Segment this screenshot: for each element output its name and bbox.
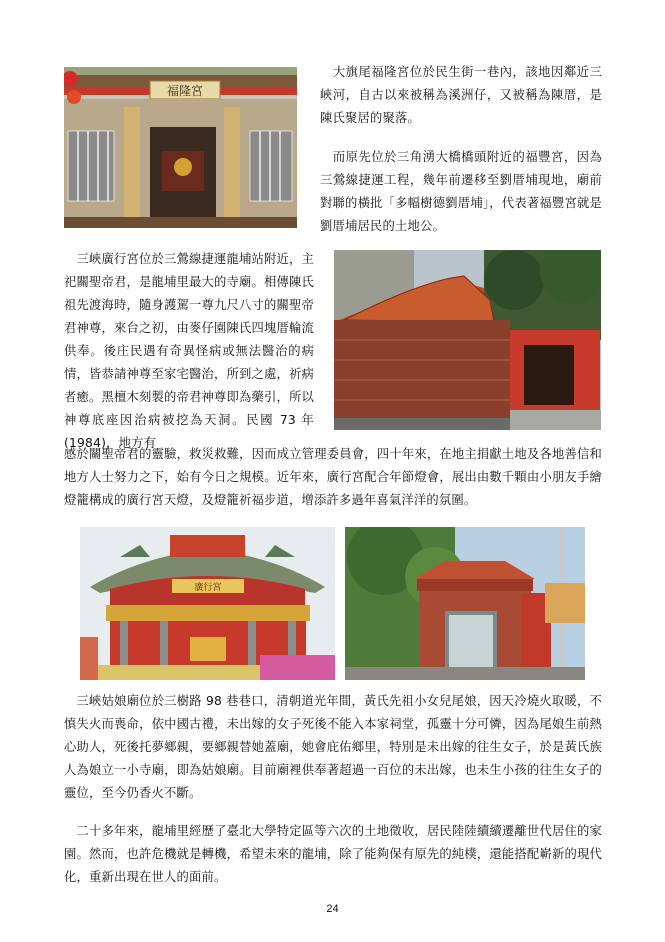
paragraph-guangxing-a: 三峽廣行宮位於三鶯線捷運龍埔站附近，主祀關聖帝君，是龍埔里最大的寺廟。相傳陳氏祖先渡海時，隨身護駕一尊九尺八寸的關聖帝君神尊，來台之初，由麥仔園陳氏四塊厝輪流供奉。後庄民遇有奇異怪病或無法醫治的病情，皆恭請神尊至家宅醫治，所到之處，祈病者癒。黑檀木刻製的帝君神尊即為藥引，所以神尊底座因治病被挖為天洞。民國 73 年 (1984)，地方有 bbox=[64, 252, 314, 450]
photo-guniang-temple bbox=[345, 527, 585, 680]
fulong-sign: 福隆宮 bbox=[166, 84, 204, 98]
photo-fulong-temple bbox=[64, 67, 297, 228]
paragraph-fulong: 大旗尾福隆宮位於民生街一巷內，該地因鄰近三峽河，自古以來被稱為溪洲仔，又被稱為陳厝，是陳氏聚居的聚落。 bbox=[320, 65, 602, 125]
page-number: 24 bbox=[326, 903, 339, 915]
paragraph-fufeng: 而原先位於三角湧大橋橋頭附近的福豐宮，因為三鶯線捷運工程，幾年前遷移至劉厝埔現地，廟前對聯的橫批「多幅樹德劉厝埔」，代表著福豐宮就是劉厝埔居民的土地公。 bbox=[320, 150, 602, 233]
paragraph-guangxing-b: 感於關聖帝君的靈驗，救災救難，因而成立管理委員會，四十年來，在地主捐獻土地及各地善信和地方人士努力之下，始有今日之規模。近年來，廣行宮配合年節燈會，展出由數千顆由小朋友手繪燈籠構成的廣行宮天燈，及燈籠祈福步道，增添許多過年喜氣洋洋的氛圍。 bbox=[64, 447, 602, 507]
paragraph-conclusion: 二十多年來，龍埔里經歷了臺北大學特定區等六次的土地徵收，居民陸陸續續遷離世代居住的家園。然而，也許危機就是轉機，希望未來的龍埔，除了能夠保有原先的純樸，還能搭配嶄新的現代化，重新出現在世人的面前。 bbox=[64, 824, 602, 884]
photo-fufeng-temple bbox=[334, 250, 601, 430]
paragraph-guniang: 三峽姑娘廟位於三樹路 98 巷巷口，清朝道光年間，黃氏先祖小女兒尾娘，因天冷燒火取暖，不慎失火而喪命，依中國古禮，未出嫁的女子死後不能入本家祠堂，孤靈十分可憐，因為尾娘生前熱心助人，死後托夢鄉親，要鄉親替她蓋廟，她會庇佑鄉里，特別是未出嫁的往生女子，於是黃氏族人為娘立一小寺廟，即為姑娘廟。目前廟裡供奉著超過一百位的未出嫁，也未生小孩的往生女子的靈位，至今仍香火不斷。 bbox=[64, 694, 602, 800]
guangxing-sign: 廣行宮 bbox=[194, 583, 222, 593]
photo-guangxing-temple bbox=[80, 527, 335, 680]
